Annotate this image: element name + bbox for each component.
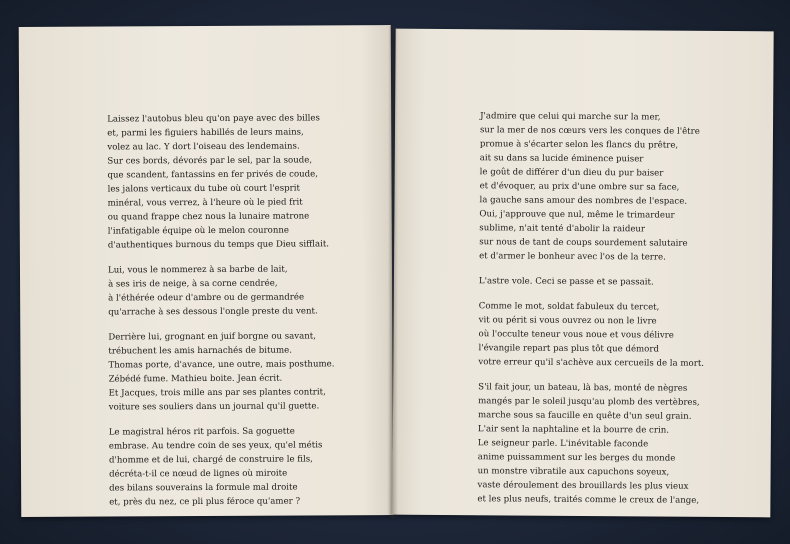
left-page-text: [107, 111, 335, 509]
poem-line: volez au lac. Y dort l'oiseau des lendemains.: [107, 141, 300, 153]
poem-line: Comme le mot, soldat fabuleux du tercet,: [478, 301, 660, 313]
poem-line: Thomas porte, d'avance, une outre, mais posthume.: [108, 359, 335, 371]
poem-line: où l'occulte teneur vous noue et vous délivre: [478, 329, 674, 341]
book-gutter: [388, 26, 398, 518]
open-book: [20, 26, 772, 522]
poem-line: décréta-t-il ce nœud de lignes où miroite: [109, 468, 288, 480]
poem-line: et les plus neufs, traités comme le creux de l'ange,: [477, 494, 700, 506]
poem-line: à ses iris de neige, à sa corne cendrée,: [108, 278, 278, 290]
poem-line: ait su dans sa lucide éminence puiser: [479, 153, 644, 165]
poem-line: votre erreur qu'il s'achève aux cercueils de la mort.: [478, 357, 705, 369]
poem-line: d'homme et de lui, chargé de construire le fils,: [108, 454, 313, 466]
poem-line: Sur ces bords, dévorés par le sel, par la soude,: [107, 155, 313, 167]
poem-line: et, près du nez, ce pli plus féroce qu'amer ?: [109, 496, 301, 508]
poem-line: l'infatigable équipe où le melon couronne: [107, 225, 289, 237]
poem-line: Oui, j'approuve que nul, même le trimardeur: [479, 209, 675, 221]
poem-line: les jalons verticaux du tube où court l'esprit: [107, 183, 301, 195]
poem-line: le goût de différer d'un dieu du pur baiser: [479, 167, 664, 179]
poem-line: l'évangile repart pas plus tôt que démord: [478, 343, 660, 355]
poem-line: Laissez l'autobus bleu qu'on paye avec des billes: [107, 113, 320, 125]
poem-line: embrase. Au tendre coin de ses yeux, qu'el métis: [108, 440, 323, 452]
poem-line: Lui, vous le nommerez à sa barbe de lait,: [107, 264, 288, 276]
poem-line: trébuchent les amis harnachés de bitume.: [108, 345, 292, 357]
poem-line: promue à s'écarter selon les flancs du prêtre,: [479, 139, 679, 151]
poem-line: marche sous sa faucille en quête d'un seul grain.: [477, 410, 692, 422]
poem-line: L'astre vole. Ceci se passe et se passait.: [478, 276, 654, 288]
right-page-text: [477, 109, 705, 508]
poem-line: à l'éthérée odeur d'ambre ou de germandrée: [108, 292, 305, 304]
poem-line: des bilans souverains la formule mal droite: [109, 482, 298, 494]
poem-line: sur nous de tant de coups sourdement salutaire: [479, 237, 688, 249]
poem-line: Le seigneur parle. L'inévitable faconde: [477, 438, 649, 450]
poem-line: J'admire que celui qui marche sur la mer,: [480, 111, 661, 123]
poem-line: vaste déroulement des brouillards les plus vieux: [477, 480, 689, 492]
poem-line: Le magistral héros rit parfois. Sa goguette: [108, 426, 295, 438]
poem-line: et, parmi les figuiers habillés de leurs mains,: [107, 127, 304, 139]
poem-line: minéral, vous verrez, à l'heure où le pied frit: [107, 197, 303, 209]
poem-line: anime puissamment sur les berges du monde: [477, 452, 676, 464]
poem-line: vit ou périt si vous ouvrez ou non le livre: [478, 315, 657, 327]
poem-line: S'il fait jour, un bateau, là bas, monté de nègres: [478, 382, 688, 394]
poem-line: voiture ses souliers dans un journal qu'il guette.: [108, 401, 320, 413]
poem-line: sur la mer de nos cœurs vers les conques de l'être: [479, 125, 700, 137]
poem-line: L'air sent la naphtaline et la bourre de crin.: [477, 424, 670, 436]
poem-line: la gauche sans amour des nombres de l'espace.: [479, 195, 688, 207]
poem-line: et d'évoquer, au prix d'une ombre sur sa face,: [479, 181, 680, 193]
poem-line: Derrière lui, grognant en juif borgne ou savant,: [108, 331, 317, 343]
poem-line: Zébédé fume. Mathieu boite. Jean écrit.: [108, 373, 283, 385]
poem-line: sublime, n'ait tenté d'abolir la raideur: [479, 223, 646, 235]
poem-line: ou quand frappe chez nous la lunaire matrone: [107, 211, 310, 223]
poem-line: d'authentiques burnous du temps que Dieu sifflait.: [107, 239, 330, 251]
right-page: [392, 29, 773, 518]
poem-line: qu'arrache à ses dessous l'ongle preste du vent.: [108, 306, 318, 318]
poem-line: Et Jacques, trois mille ans par ses plantes contrit,: [108, 387, 326, 399]
poem-line: et d'armer le bonheur avec l'os de la terre.: [479, 251, 666, 263]
poem-line: que scandent, fantassins en fer privés de coude,: [107, 169, 319, 181]
poem-line: un monstre vibratile aux capuchons soyeux,: [477, 466, 670, 478]
left-page: [19, 25, 394, 517]
poem-line: mangés par le soleil jusqu'au plomb des vertèbres,: [478, 396, 700, 408]
